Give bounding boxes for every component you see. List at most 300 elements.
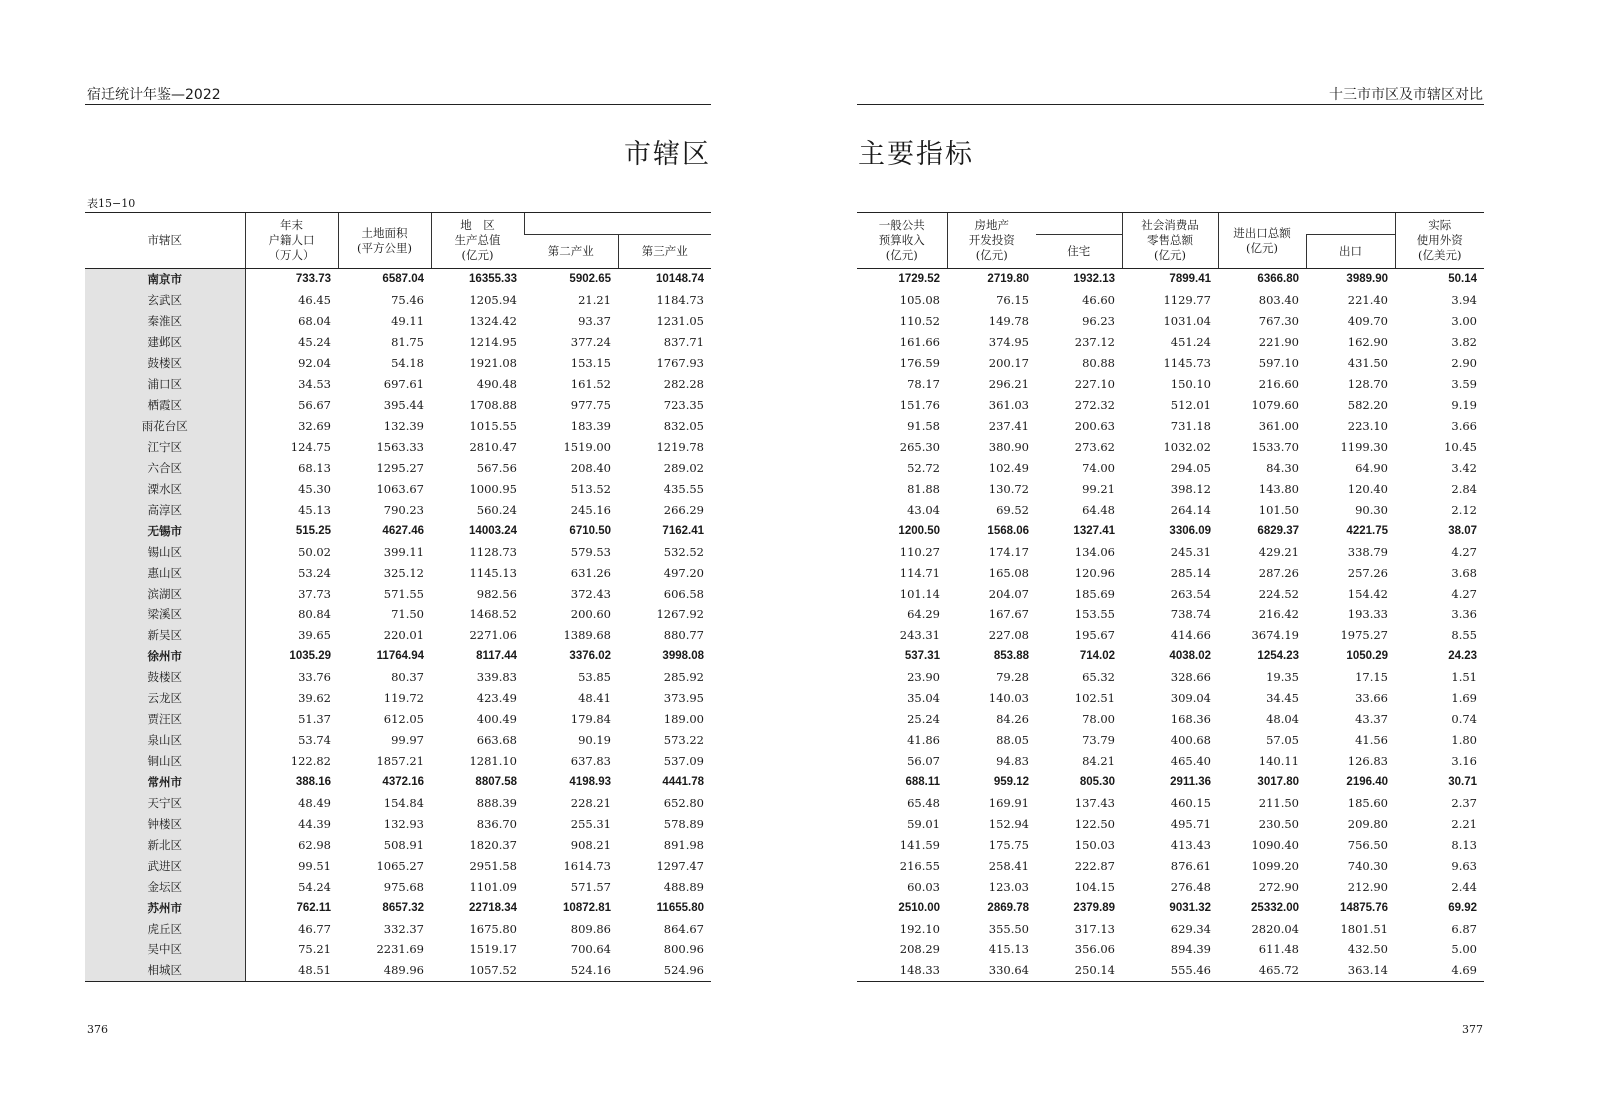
cell-trade: 84.30 — [1266, 460, 1299, 475]
cell-area: 8657.32 — [382, 901, 424, 914]
cell-trade: 429.21 — [1258, 544, 1299, 559]
running-header-right: 十三市市区及市辖区对比 — [1329, 87, 1483, 103]
right-data-table — [857, 212, 1484, 982]
district-name: 武进区 — [85, 855, 245, 876]
cell-ter: 723.35 — [663, 398, 704, 413]
cell-sec: 3376.02 — [569, 650, 611, 663]
cell-retail: 413.43 — [1170, 837, 1211, 852]
section-title-right: 主要指标 — [858, 139, 974, 170]
cell-res: 227.10 — [1074, 377, 1115, 392]
cell-rev: 101.14 — [899, 586, 940, 601]
cell-trade: 803.40 — [1258, 293, 1299, 308]
cell-re: 2719.80 — [987, 273, 1029, 286]
table-row — [85, 478, 711, 499]
cell-ter: 1184.73 — [656, 293, 704, 308]
cell-pop: 75.21 — [298, 942, 331, 957]
cell-sec: 908.21 — [570, 837, 611, 852]
cell-sec: 228.21 — [570, 795, 611, 810]
cell-pop: 51.37 — [298, 712, 331, 727]
table-row — [85, 876, 711, 897]
cell-ter: 880.77 — [663, 628, 704, 643]
cell-retail: 263.54 — [1170, 586, 1211, 601]
district-name: 贾汪区 — [85, 709, 245, 730]
header-rule-left — [85, 104, 711, 105]
cell-gdp: 888.39 — [476, 795, 517, 810]
cell-gdp: 560.24 — [476, 502, 517, 517]
cell-trade: 361.00 — [1258, 419, 1299, 434]
cell-retail: 294.05 — [1170, 460, 1211, 475]
cell-fdi: 6.87 — [1451, 921, 1477, 936]
cell-re: 175.75 — [988, 837, 1029, 852]
cell-exp: 223.10 — [1347, 419, 1388, 434]
cell-area: 1063.67 — [376, 481, 424, 496]
district-name: 惠山区 — [85, 562, 245, 583]
cell-ter: 837.71 — [663, 335, 704, 350]
cell-gdp: 1000.95 — [469, 481, 517, 496]
table-row — [85, 395, 711, 416]
cell-gdp: 8117.44 — [476, 650, 517, 663]
cell-fdi: 2.44 — [1451, 879, 1477, 894]
cell-exp: 43.37 — [1355, 712, 1388, 727]
cell-exp: 90.30 — [1355, 502, 1388, 517]
cell-area: 119.72 — [383, 691, 424, 706]
district-name: 吴中区 — [85, 939, 245, 960]
cell-trade: 25332.00 — [1251, 901, 1299, 914]
cell-fdi: 5.00 — [1451, 942, 1477, 957]
cell-fdi: 1.80 — [1451, 733, 1477, 748]
cell-area: 99.97 — [391, 733, 424, 748]
table-row — [857, 499, 1484, 520]
cell-ter: 652.80 — [663, 795, 704, 810]
table-row — [857, 290, 1484, 311]
cell-exp: 1199.30 — [1340, 439, 1388, 454]
cell-ter: 1231.05 — [656, 314, 704, 329]
cell-pop: 92.04 — [298, 356, 331, 371]
cell-gdp: 1675.80 — [469, 921, 517, 936]
cell-re: 88.05 — [996, 733, 1029, 748]
cell-res: 1327.41 — [1073, 524, 1115, 537]
cell-pop: 53.74 — [298, 733, 331, 748]
cell-retail: 512.01 — [1170, 398, 1211, 413]
cell-trade: 597.10 — [1258, 356, 1299, 371]
cell-area: 975.68 — [383, 879, 424, 894]
cell-fdi: 69.92 — [1448, 901, 1477, 914]
cell-sec: 571.57 — [570, 879, 611, 894]
cell-sec: 700.64 — [570, 942, 611, 957]
cell-rev: 114.71 — [899, 565, 940, 580]
cell-rev: 81.88 — [907, 481, 940, 496]
cell-res: 74.00 — [1082, 460, 1115, 475]
cell-rev: 537.31 — [904, 650, 940, 663]
cell-res: 122.50 — [1074, 816, 1115, 831]
cell-pop: 45.13 — [298, 502, 331, 517]
cell-exp: 212.90 — [1347, 879, 1388, 894]
cell-exp: 209.80 — [1347, 816, 1388, 831]
cell-re: 149.78 — [988, 314, 1029, 329]
cell-fdi: 2.37 — [1451, 795, 1477, 810]
cell-exp: 1050.29 — [1346, 650, 1388, 663]
cell-area: 154.84 — [383, 795, 424, 810]
cell-exp: 257.26 — [1347, 565, 1388, 580]
cell-retail: 285.14 — [1170, 565, 1211, 580]
district-name: 滨湖区 — [85, 583, 245, 604]
cell-fdi: 3.68 — [1451, 565, 1477, 580]
cell-area: 612.05 — [383, 712, 424, 727]
cell-re: 69.52 — [996, 502, 1029, 517]
cell-fdi: 24.23 — [1448, 650, 1477, 663]
section-title-left: 市辖区 — [624, 139, 711, 170]
table-row — [85, 604, 711, 625]
cell-re: 76.15 — [996, 293, 1029, 308]
cell-area: 54.18 — [391, 356, 424, 371]
cell-gdp: 1324.42 — [469, 314, 517, 329]
cell-trade: 465.72 — [1218, 960, 1306, 981]
table-row — [857, 395, 1484, 416]
cell-gdp: 8807.58 — [475, 775, 517, 788]
cell-re: 361.03 — [988, 398, 1029, 413]
district-name: 钟楼区 — [85, 813, 245, 834]
cell-res: 805.30 — [1079, 775, 1115, 788]
cell-retail: 1145.73 — [1163, 356, 1211, 371]
cell-res: 120.96 — [1074, 565, 1115, 580]
cell-pop: 39.62 — [298, 691, 331, 706]
cell-rev: 59.01 — [907, 816, 940, 831]
cell-sec: 579.53 — [570, 544, 611, 559]
cell-pop: 733.73 — [295, 273, 331, 286]
cell-retail: 731.18 — [1170, 419, 1211, 434]
cell-trade: 1099.20 — [1251, 858, 1299, 873]
cell-trade: 6829.37 — [1257, 524, 1299, 537]
cell-fdi: 4.27 — [1451, 544, 1477, 559]
table-row — [85, 813, 711, 834]
cell-rev: 35.04 — [907, 691, 940, 706]
cell-retail: 629.34 — [1170, 921, 1211, 936]
district-name: 鼓楼区 — [85, 667, 245, 688]
cell-retail: 150.10 — [1170, 377, 1211, 392]
cell-ter: 606.58 — [663, 586, 704, 601]
cell-area: 81.75 — [391, 335, 424, 350]
cell-re: 1568.06 — [987, 524, 1029, 537]
cell-gdp: 1015.55 — [469, 419, 517, 434]
cell-res: 46.60 — [1082, 293, 1115, 308]
cell-rev: 1200.50 — [898, 524, 940, 537]
table-row — [857, 772, 1484, 793]
table-row — [85, 646, 711, 667]
cell-pop: 762.11 — [296, 901, 331, 914]
left-page — [0, 0, 804, 1099]
cell-area: 571.55 — [383, 586, 424, 601]
cell-trade: 230.50 — [1258, 816, 1299, 831]
cell-gdp: 1820.37 — [469, 837, 517, 852]
cell-fdi: 3.66 — [1451, 419, 1477, 434]
cell-pop: 37.73 — [298, 586, 331, 601]
cell-rev: 141.59 — [899, 837, 940, 852]
cell-area: 508.91 — [383, 837, 424, 852]
district-name: 云龙区 — [85, 688, 245, 709]
cell-trade: 611.48 — [1258, 942, 1299, 957]
table-row — [85, 311, 711, 332]
cell-trade: 101.50 — [1258, 502, 1299, 517]
cell-res: 137.43 — [1074, 795, 1115, 810]
table-row — [857, 353, 1484, 374]
cell-ter: 537.09 — [663, 754, 704, 769]
cell-rev: 56.07 — [907, 754, 940, 769]
table-row — [857, 625, 1484, 646]
cell-exp: 64.90 — [1355, 460, 1388, 475]
table-row — [857, 478, 1484, 499]
cell-gdp: 2810.47 — [469, 439, 517, 454]
cell-exp: 756.50 — [1347, 837, 1388, 852]
table-row — [857, 520, 1484, 541]
cell-area: 790.23 — [383, 502, 424, 517]
cell-exp: 432.50 — [1347, 942, 1388, 957]
cell-fdi: 9.19 — [1451, 398, 1477, 413]
cell-gdp: 1205.94 — [469, 293, 517, 308]
col-header-trade-group — [1306, 213, 1395, 235]
cell-rev: 688.11 — [905, 775, 940, 788]
cell-trade: 3017.80 — [1257, 775, 1299, 788]
col-header-revenue: 一般公共 预算收入 (亿元) — [857, 213, 947, 269]
cell-res: 195.67 — [1074, 628, 1115, 643]
cell-pop: 1035.29 — [289, 650, 331, 663]
cell-retail: 4038.02 — [1169, 650, 1211, 663]
cell-res: 80.88 — [1082, 356, 1115, 371]
col-header-retail: 社会消费品 零售总额 (亿元) — [1122, 213, 1218, 269]
table-row — [857, 688, 1484, 709]
cell-ter: 4441.78 — [662, 775, 704, 788]
cell-gdp: 1519.17 — [469, 942, 517, 957]
table-row — [85, 855, 711, 876]
cell-area: 325.12 — [383, 565, 424, 580]
cell-gdp: 400.49 — [476, 712, 517, 727]
cell-retail: 168.36 — [1170, 712, 1211, 727]
cell-pop: 46.77 — [298, 921, 331, 936]
cell-rev: 110.27 — [899, 544, 940, 559]
district-name: 锡山区 — [85, 541, 245, 562]
cell-retail: 555.46 — [1122, 960, 1218, 981]
table-row — [857, 834, 1484, 855]
table-row — [857, 730, 1484, 751]
cell-fdi: 50.14 — [1448, 273, 1477, 286]
cell-gdp: 2951.58 — [469, 858, 517, 873]
district-name: 浦口区 — [85, 374, 245, 395]
cell-area: 6587.04 — [382, 273, 424, 286]
cell-retail: 495.71 — [1170, 816, 1211, 831]
cell-ter: 435.55 — [663, 481, 704, 496]
cell-rev: 176.59 — [899, 356, 940, 371]
cell-rev: 243.31 — [899, 628, 940, 643]
cell-pop: 45.30 — [298, 481, 331, 496]
cell-rev: 265.30 — [899, 439, 940, 454]
cell-sec: 372.43 — [570, 586, 611, 601]
cell-sec: 21.21 — [578, 293, 611, 308]
cell-sec: 10872.81 — [563, 901, 611, 914]
col-header-real-estate-group — [1036, 213, 1122, 235]
table-row — [857, 939, 1484, 960]
cell-retail: 2911.36 — [1170, 775, 1211, 788]
cell-area: 4372.16 — [382, 775, 424, 788]
cell-ter: 285.92 — [663, 670, 704, 685]
cell-gdp: 1057.52 — [431, 960, 524, 981]
cell-ter: 282.28 — [663, 377, 704, 392]
cell-pop: 124.75 — [290, 439, 331, 454]
cell-pop: 48.49 — [298, 795, 331, 810]
cell-exp: 126.83 — [1347, 754, 1388, 769]
table-row — [85, 290, 711, 311]
table-row — [857, 897, 1484, 918]
cell-pop: 56.67 — [298, 398, 331, 413]
cell-rev: 1729.52 — [898, 273, 940, 286]
cell-trade: 2820.04 — [1251, 921, 1299, 936]
cell-retail: 9031.32 — [1169, 901, 1211, 914]
cell-area: 399.11 — [383, 544, 424, 559]
cell-sec: 255.31 — [570, 816, 611, 831]
cell-res: 2379.89 — [1073, 901, 1115, 914]
cell-res: 73.79 — [1082, 733, 1115, 748]
cell-res: 64.48 — [1082, 502, 1115, 517]
cell-exp: 2196.40 — [1346, 775, 1388, 788]
table-row — [857, 855, 1484, 876]
table-row — [857, 541, 1484, 562]
cell-gdp: 16355.33 — [469, 273, 517, 286]
cell-rev: 41.86 — [907, 733, 940, 748]
cell-res: 102.51 — [1074, 691, 1115, 706]
cell-gdp: 339.83 — [476, 670, 517, 685]
cell-re: 174.17 — [988, 544, 1029, 559]
table-row — [85, 939, 711, 960]
cell-rev: 65.48 — [907, 795, 940, 810]
district-name: 新吴区 — [85, 625, 245, 646]
cell-trade: 216.60 — [1258, 377, 1299, 392]
cell-ter: 497.20 — [663, 565, 704, 580]
cell-ter: 832.05 — [663, 419, 704, 434]
col-header-district: 市辖区 — [85, 213, 245, 269]
table-row — [85, 792, 711, 813]
cell-fdi: 2.21 — [1451, 816, 1477, 831]
district-name: 梁溪区 — [85, 604, 245, 625]
cell-trade: 1254.23 — [1257, 650, 1299, 663]
cell-exp: 4221.75 — [1346, 524, 1388, 537]
cell-pop: 33.76 — [298, 670, 331, 685]
cell-res: 272.32 — [1074, 398, 1115, 413]
cell-exp: 162.90 — [1347, 335, 1388, 350]
cell-rev: 52.72 — [907, 460, 940, 475]
cell-res: 99.21 — [1082, 481, 1115, 496]
district-name: 六合区 — [85, 457, 245, 478]
table-row — [857, 583, 1484, 604]
table-row — [85, 625, 711, 646]
cell-res: 104.15 — [1074, 879, 1115, 894]
cell-exp: 409.70 — [1347, 314, 1388, 329]
cell-retail: 1031.04 — [1163, 314, 1211, 329]
district-name: 无锡市 — [85, 520, 245, 541]
cell-re: 330.64 — [947, 960, 1036, 981]
cell-trade: 1079.60 — [1251, 398, 1299, 413]
table-row — [85, 688, 711, 709]
cell-retail: 414.66 — [1170, 628, 1211, 643]
cell-sec: 5902.65 — [569, 273, 611, 286]
cell-sec: 977.75 — [570, 398, 611, 413]
col-header-gdp: 地 区 生产总值 (亿元) — [431, 213, 524, 269]
table-row — [857, 562, 1484, 583]
cell-pop: 32.69 — [298, 419, 331, 434]
table-row — [857, 918, 1484, 939]
table-row — [85, 667, 711, 688]
cell-area: 1563.33 — [376, 439, 424, 454]
cell-exp: 431.50 — [1347, 356, 1388, 371]
cell-rev: 25.24 — [907, 712, 940, 727]
district-name: 高淳区 — [85, 499, 245, 520]
cell-gdp: 567.56 — [476, 460, 517, 475]
cell-trade: 140.11 — [1258, 754, 1299, 769]
cell-exp: 740.30 — [1347, 858, 1388, 873]
cell-trade: 1533.70 — [1251, 439, 1299, 454]
cell-fdi: 2.84 — [1451, 481, 1477, 496]
cell-res: 237.12 — [1074, 335, 1115, 350]
table-row — [85, 541, 711, 562]
cell-re: 200.17 — [988, 356, 1029, 371]
cell-gdp: 982.56 — [476, 586, 517, 601]
cell-pop: 39.65 — [298, 628, 331, 643]
cell-retail: 264.14 — [1170, 502, 1211, 517]
cell-area: 11764.94 — [376, 650, 424, 663]
cell-exp: 221.40 — [1347, 293, 1388, 308]
table-row — [857, 876, 1484, 897]
table-row — [85, 918, 711, 939]
table-row — [857, 437, 1484, 458]
district-name: 苏州市 — [85, 897, 245, 918]
cell-re: 258.41 — [988, 858, 1029, 873]
cell-ter: 573.22 — [663, 733, 704, 748]
district-name: 泉山区 — [85, 730, 245, 751]
cell-rev: 78.17 — [907, 377, 940, 392]
cell-pop: 99.51 — [298, 858, 331, 873]
cell-rev: 161.66 — [899, 335, 940, 350]
cell-sec: 1389.68 — [563, 628, 611, 643]
cell-ter: 1297.47 — [656, 858, 704, 873]
cell-sec: 377.24 — [570, 335, 611, 350]
cell-rev: 60.03 — [907, 879, 940, 894]
cell-gdp: 1101.09 — [469, 879, 517, 894]
table-row — [85, 416, 711, 437]
cell-res: 200.63 — [1074, 419, 1115, 434]
cell-retail: 738.74 — [1170, 607, 1211, 622]
cell-trade: 48.04 — [1266, 712, 1299, 727]
district-name: 常州市 — [85, 772, 245, 793]
cell-trade: 19.35 — [1266, 670, 1299, 685]
table-row — [85, 834, 711, 855]
cell-re: 102.49 — [988, 460, 1029, 475]
col-header-secondary: 第二产业 — [524, 235, 618, 269]
cell-pop: 122.82 — [290, 754, 331, 769]
district-name: 虎丘区 — [85, 918, 245, 939]
cell-ter: 1767.93 — [656, 356, 704, 371]
cell-pop: 46.45 — [298, 293, 331, 308]
cell-ter: 1219.78 — [656, 439, 704, 454]
district-name: 建邺区 — [85, 332, 245, 353]
cell-sec: 53.85 — [578, 670, 611, 685]
cell-res: 273.62 — [1074, 439, 1115, 454]
district-name: 溧水区 — [85, 478, 245, 499]
cell-re: 79.28 — [996, 670, 1029, 685]
cell-gdp: 836.70 — [476, 816, 517, 831]
table-row — [85, 772, 711, 793]
cell-retail: 398.12 — [1170, 481, 1211, 496]
col-header-land-area: 土地面积 (平方公里) — [338, 213, 431, 269]
table-row — [85, 751, 711, 772]
cell-gdp: 1468.52 — [469, 607, 517, 622]
cell-re: 374.95 — [988, 335, 1029, 350]
